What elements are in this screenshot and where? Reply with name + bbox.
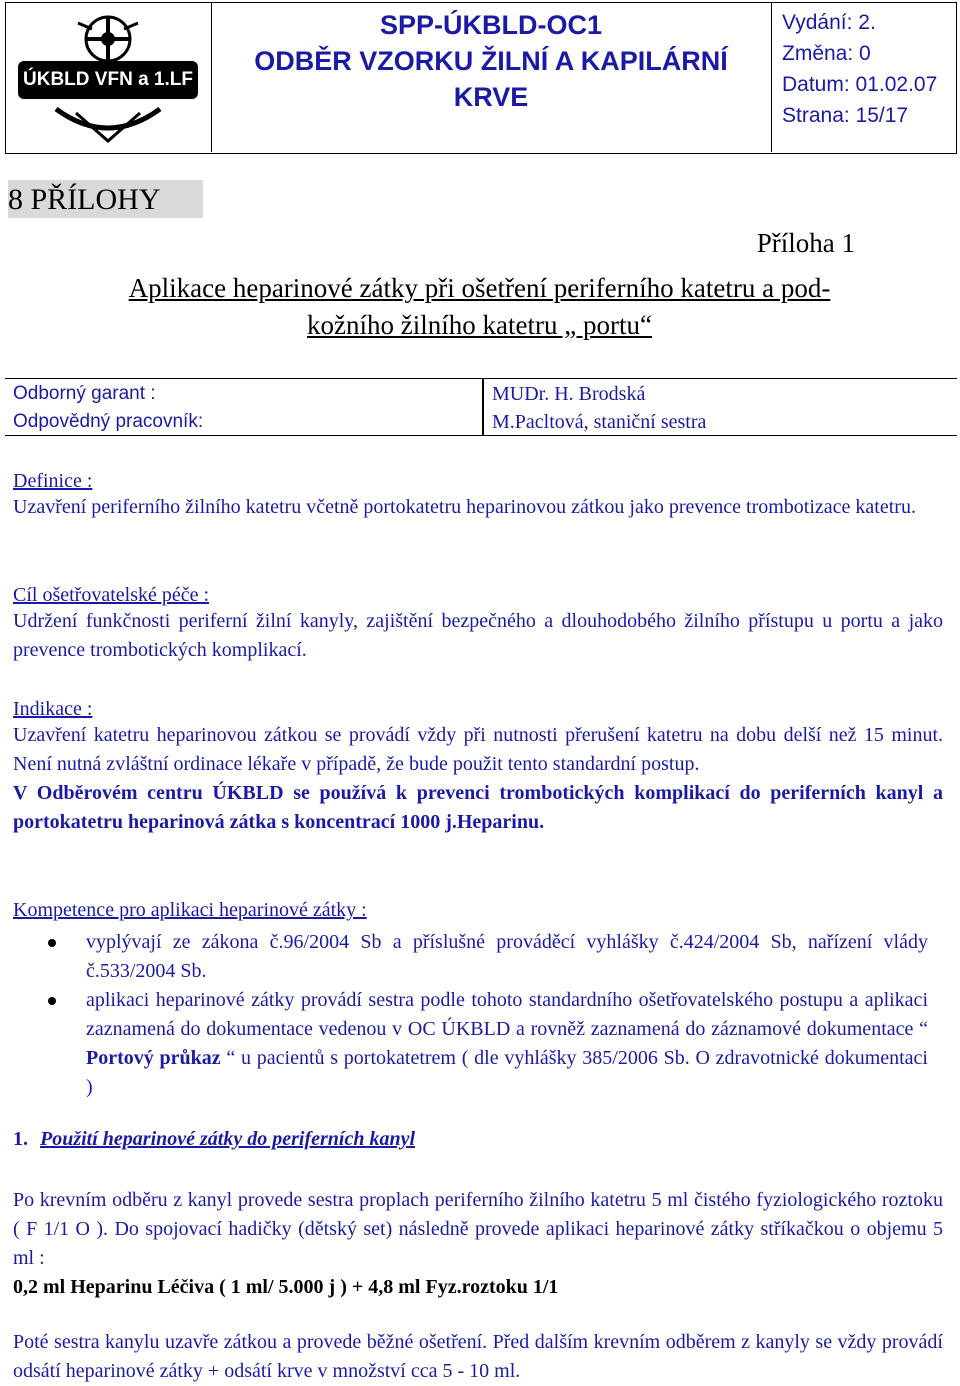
bullet-icon: [48, 939, 56, 947]
section1-title: Použití heparinové zátky do periferních kanyl: [40, 1128, 415, 1150]
section1-closing-text: Poté sestra kanylu uzavře zátkou a provede běžné ošetření. Před dalším krevním odběrem z kanyly se vždy provádí odsátí heparinové zátky + odsátí krve v množství cca 5 - 10 ml.: [13, 1331, 943, 1382]
list-item: [48, 986, 928, 1102]
table-divider: [482, 379, 484, 435]
section1-text: Po krevním odběru z kanyl provede sestra proplach periferního žilního katetru 5 ml čistého fyziologického roztoku ( F 1/1 O ). Do spojovací hadičky (dětský set) následně provede aplikaci heparinové zátky stříkačkou o objemu 5 ml :: [13, 1189, 943, 1269]
section1-closing: [13, 1328, 943, 1386]
bullet2-text-a: aplikaci heparinové zátky provádí sestra podle tohoto standardního ošetřovatelského postupu a aplikaci zaznamená do dokumentace vedenou v OC ÚKBLD a rovněž zaznamená do záznamové dokumentace “: [86, 989, 928, 1040]
bullet-icon: [48, 997, 56, 1005]
document-title-line1: ODBĚR VZORKU ŽILNÍ A KAPILÁRNÍ: [254, 46, 728, 76]
definice-heading: Definice :: [13, 470, 93, 492]
logo-cell: [6, 3, 212, 152]
logo-emblem-icon: [58, 9, 158, 63]
kompetence-list: [48, 928, 928, 1102]
section1-heading: [13, 1128, 943, 1151]
appendix-title-line2: kožního žilního katetru „ portu“: [307, 310, 652, 340]
indikace-text: Uzavření katetru heparinovou zátkou se provádí vždy při nutnosti přerušení katetru na dobu delší než 15 minut. Není nutná zvláštní ordinace lékaře v případě, že bude použit tento standardní postup.: [13, 724, 943, 775]
definice-section: [13, 470, 943, 522]
logo-base-icon: [46, 103, 170, 147]
section1-body: [13, 1186, 943, 1302]
document-header: [5, 2, 957, 154]
vydani: Vydání: 2.: [782, 11, 876, 34]
cil-heading: Cíl ošetřovatelské péče :: [13, 584, 210, 606]
appendix-title-line1: Aplikace heparinové zátky při ošetření periferního katetru a pod-: [128, 273, 831, 303]
bullet1-text: vyplývají ze zákona č.96/2004 Sb a příslušné prováděcí vyhlášky č.424/2004 Sb, nařízení vlády č.533/2004 Sb.: [86, 931, 928, 982]
document-title-line2: KRVE: [453, 82, 529, 112]
cil-text: Udržení funkčnosti periferní žilní kanyly, zajištění bezpečného a dlouhodobého žilního přístupu u portu a jako prevence trombotických komplikací.: [13, 610, 943, 661]
bullet2-text-b: “ u pacientů s portokatetrem ( dle vyhlášky 385/2006 Sb. O zdravotnické dokumentaci ): [86, 1047, 928, 1098]
logo: ÚKBLD VFN a 1.LF UK: [18, 61, 198, 99]
kompetence-heading: Kompetence pro aplikaci heparinové zátky :: [13, 899, 367, 921]
worker-label: Odpovědný pracovník:: [13, 411, 204, 432]
header-title-cell: [211, 3, 772, 152]
list-item: [48, 928, 928, 986]
kompetence-section: [13, 899, 943, 922]
appendix-label: Příloha 1: [756, 228, 855, 258]
worker-value: M.Pacltová, staniční sestra: [492, 411, 707, 433]
garant-label: Odborný garant :: [13, 383, 156, 404]
garant-value: MUDr. H. Brodská: [492, 383, 646, 405]
indikace-bold-text: V Odběrovém centru ÚKBLD se používá k prevenci trombotických komplikací do periferních kanyl a portokatetru heparinová zátka s koncentrací 1000 j.Heparinu.: [13, 782, 943, 833]
responsibility-table: [5, 378, 957, 436]
section-heading: 8 PŘÍLOHY: [8, 180, 203, 218]
indikace-heading: Indikace :: [13, 698, 93, 720]
strana: Strana: 15/17: [782, 104, 909, 127]
header-meta-cell: [774, 3, 958, 152]
datum: Datum: 01.02.07: [782, 73, 938, 96]
section1-number: 1.: [13, 1128, 28, 1150]
cil-section: [13, 584, 943, 665]
zmena: Změna: 0: [782, 42, 871, 65]
bullet2-bold: Portový průkaz: [86, 1047, 221, 1069]
definice-text: Uzavření periferního žilního katetru včetně portokatetru heparinovou zátkou jako prevence trombotizace katetru.: [13, 496, 916, 518]
indikace-section: [13, 698, 943, 837]
appendix-title: [22, 270, 937, 344]
section1-formula: 0,2 ml Heparinu Léčiva ( 1 ml/ 5.000 j ) + 4,8 ml Fyz.roztoku 1/1: [13, 1276, 559, 1298]
document-code: SPP-ÚKBLD-OC1: [379, 10, 602, 40]
